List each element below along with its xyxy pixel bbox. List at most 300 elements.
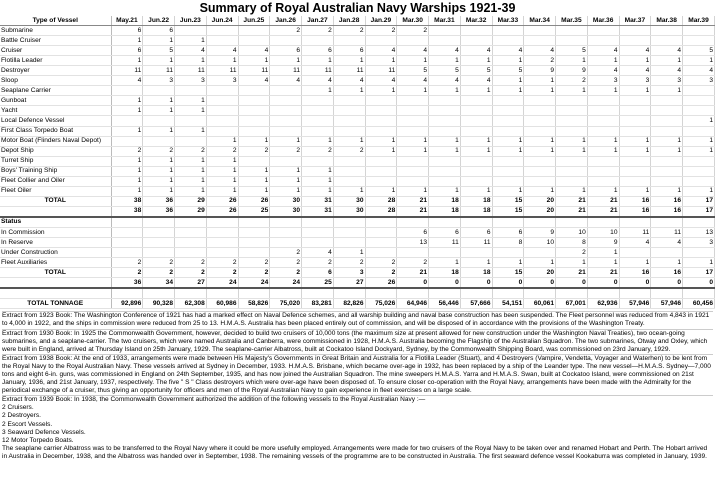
table-row — [0, 176, 715, 186]
table-cell: 4 — [270, 76, 302, 86]
table-cell — [302, 126, 334, 136]
table-cell: 2 — [111, 268, 143, 278]
table-cell: 1 — [683, 116, 715, 126]
table-cell: 4 — [651, 66, 683, 76]
table-cell: 1 — [556, 136, 588, 146]
table-cell: 11 — [460, 238, 492, 248]
table-cell — [238, 36, 270, 46]
table-cell: 4 — [683, 66, 715, 76]
table-cell: 4 — [365, 76, 397, 86]
table-cell: 4 — [238, 46, 270, 56]
table-cell: 5 — [492, 66, 524, 76]
column-header: Mar.34 — [524, 16, 556, 26]
table-cell — [397, 248, 429, 258]
table-cell: 1 — [492, 56, 524, 66]
table-cell: 64,946 — [397, 299, 429, 309]
table-cell: 1 — [619, 146, 651, 156]
table-cell: 1 — [270, 186, 302, 196]
table-cell: 1 — [460, 146, 492, 156]
table-row — [0, 66, 715, 76]
table-cell — [365, 36, 397, 46]
table-cell: 36 — [111, 278, 143, 289]
table-cell: 21 — [556, 268, 588, 278]
row-label: Boys' Training Ship — [0, 166, 111, 176]
table-cell: 1 — [492, 146, 524, 156]
table-cell: 2 — [270, 248, 302, 258]
table-cell — [460, 156, 492, 166]
table-cell — [587, 176, 619, 186]
table-cell: 62,308 — [175, 299, 207, 309]
spacer-row — [0, 288, 715, 299]
table-cell: 1 — [333, 248, 365, 258]
table-cell: 1 — [238, 56, 270, 66]
table-cell — [302, 106, 334, 116]
table-cell: 1 — [683, 258, 715, 268]
table-cell: 5 — [683, 46, 715, 56]
table-cell — [206, 217, 238, 228]
status-total-row — [0, 268, 715, 278]
table-cell: 1 — [556, 186, 588, 196]
table-cell — [365, 156, 397, 166]
table-cell: 17 — [683, 206, 715, 217]
table-cell: 92,896 — [111, 299, 143, 309]
table-cell: 3 — [143, 76, 175, 86]
table-cell: 6 — [333, 46, 365, 56]
table-cell: 2 — [365, 258, 397, 268]
table-cell — [238, 86, 270, 96]
table-cell: 1 — [111, 166, 143, 176]
table-cell: 60,061 — [524, 299, 556, 309]
table-cell: 1 — [143, 96, 175, 106]
table-cell — [302, 116, 334, 126]
table-cell: 2 — [302, 146, 334, 156]
row-label: Flotilla Leader — [0, 56, 111, 66]
table-cell: 11 — [238, 66, 270, 76]
column-header: Mar.33 — [492, 16, 524, 26]
table-cell: 4 — [397, 46, 429, 56]
row-label: Status — [0, 217, 111, 228]
table-cell — [651, 26, 683, 36]
row-label: Motor Boat (Flinders Naval Depot) — [0, 136, 111, 146]
column-header: Jan.28 — [333, 16, 365, 26]
table-cell — [619, 288, 651, 299]
table-cell: 1 — [175, 176, 207, 186]
table-cell — [365, 116, 397, 126]
row-label — [0, 278, 111, 289]
table-cell: 2 — [238, 268, 270, 278]
table-cell: 0 — [524, 278, 556, 289]
table-cell: 1 — [175, 36, 207, 46]
table-cell — [683, 106, 715, 116]
table-cell: 1 — [111, 156, 143, 166]
table-cell: 1 — [619, 86, 651, 96]
table-cell — [238, 26, 270, 36]
row-label: TOTAL TONNAGE — [0, 299, 111, 309]
table-cell: 57,946 — [651, 299, 683, 309]
table-cell: 4 — [651, 46, 683, 56]
table-cell: 34 — [143, 278, 175, 289]
table-cell — [270, 288, 302, 299]
table-cell: 1 — [460, 86, 492, 96]
table-cell: 1 — [143, 56, 175, 66]
table-cell — [206, 96, 238, 106]
table-cell — [524, 96, 556, 106]
table-cell: 1 — [429, 56, 461, 66]
total-row-secondary — [0, 206, 715, 217]
table-cell: 1 — [175, 126, 207, 136]
table-cell — [492, 96, 524, 106]
table-row — [0, 36, 715, 46]
row-label: Seaplane Carrier — [0, 86, 111, 96]
table-cell — [524, 116, 556, 126]
table-cell: 0 — [651, 278, 683, 289]
table-cell: 3 — [587, 76, 619, 86]
table-cell: 3 — [683, 238, 715, 248]
table-cell — [619, 26, 651, 36]
table-cell: 1 — [302, 56, 334, 66]
table-cell — [651, 176, 683, 186]
table-cell: 4 — [302, 76, 334, 86]
row-label: Cruiser — [0, 46, 111, 56]
table-cell: 30 — [333, 206, 365, 217]
table-cell: 2 — [238, 258, 270, 268]
total-row — [0, 196, 715, 206]
table-cell: 1 — [111, 106, 143, 116]
table-cell: 4 — [333, 76, 365, 86]
table-cell — [556, 166, 588, 176]
table-cell — [238, 248, 270, 258]
table-cell — [111, 248, 143, 258]
table-cell — [111, 116, 143, 126]
table-cell — [492, 126, 524, 136]
table-cell: 4 — [175, 46, 207, 56]
table-cell — [492, 36, 524, 46]
table-cell — [460, 36, 492, 46]
table-cell — [683, 96, 715, 106]
table-cell: 1 — [206, 176, 238, 186]
table-cell: 1 — [175, 106, 207, 116]
table-cell: 1 — [333, 136, 365, 146]
row-label: TOTAL — [0, 268, 111, 278]
table-cell — [524, 288, 556, 299]
table-cell: 2 — [556, 248, 588, 258]
table-cell: 4 — [397, 76, 429, 86]
table-cell — [397, 36, 429, 46]
table-cell — [206, 106, 238, 116]
table-cell: 0 — [556, 278, 588, 289]
table-cell: 1 — [175, 96, 207, 106]
table-cell — [524, 126, 556, 136]
table-cell: 62,936 — [587, 299, 619, 309]
table-cell: 5 — [460, 66, 492, 76]
table-cell: 1 — [397, 136, 429, 146]
table-cell: 58,826 — [238, 299, 270, 309]
table-cell — [619, 176, 651, 186]
table-cell: 9 — [524, 66, 556, 76]
table-cell — [175, 227, 207, 237]
table-row — [0, 186, 715, 196]
table-cell: 5 — [429, 66, 461, 76]
row-label: TOTAL — [0, 196, 111, 206]
table-cell: 2 — [302, 258, 334, 268]
table-cell: 1 — [175, 56, 207, 66]
table-cell — [587, 96, 619, 106]
column-header: Jun.24 — [206, 16, 238, 26]
table-cell: 1 — [143, 186, 175, 196]
column-header: Jan.29 — [365, 16, 397, 26]
row-label: Sloop — [0, 76, 111, 86]
table-cell: 15 — [492, 268, 524, 278]
table-cell: 4 — [238, 76, 270, 86]
table-cell: 2 — [206, 146, 238, 156]
table-cell: 10 — [587, 227, 619, 237]
table-cell — [397, 106, 429, 116]
table-cell: 2 — [365, 26, 397, 36]
table-cell — [556, 106, 588, 116]
table-cell: 1 — [492, 86, 524, 96]
table-cell — [333, 106, 365, 116]
table-cell: 2 — [175, 146, 207, 156]
table-cell: 11 — [302, 66, 334, 76]
table-cell — [365, 248, 397, 258]
table-cell: 2 — [270, 26, 302, 36]
table-cell — [302, 36, 334, 46]
table-cell: 1 — [651, 136, 683, 146]
table-cell: 1 — [365, 56, 397, 66]
table-cell: 1 — [238, 166, 270, 176]
table-cell: 38 — [111, 206, 143, 217]
table-cell: 57,666 — [460, 299, 492, 309]
table-cell: 30 — [270, 196, 302, 206]
table-cell: 1 — [587, 86, 619, 96]
table-cell — [683, 288, 715, 299]
table-cell — [270, 156, 302, 166]
table-row — [0, 166, 715, 176]
table-cell: 38 — [111, 196, 143, 206]
table-cell — [556, 217, 588, 228]
table-cell: 82,826 — [333, 299, 365, 309]
table-cell — [206, 238, 238, 248]
table-cell — [206, 36, 238, 46]
table-cell: 1 — [302, 186, 334, 196]
table-cell: 1 — [111, 176, 143, 186]
column-header: Mar.38 — [651, 16, 683, 26]
table-row — [0, 96, 715, 106]
table-cell: 27 — [333, 278, 365, 289]
table-row — [0, 106, 715, 116]
table-cell — [460, 288, 492, 299]
table-cell: 1 — [333, 86, 365, 96]
table-cell — [429, 36, 461, 46]
table-cell — [683, 156, 715, 166]
table-cell — [365, 176, 397, 186]
table-cell — [333, 217, 365, 228]
table-cell — [302, 227, 334, 237]
list-item: 3 Seaward Defence Vessels. — [2, 428, 86, 436]
table-cell: 1 — [651, 86, 683, 96]
table-cell — [429, 217, 461, 228]
table-cell — [175, 136, 207, 146]
table-cell — [460, 116, 492, 126]
table-cell: 57,946 — [619, 299, 651, 309]
table-cell — [270, 217, 302, 228]
column-header: Mar.36 — [587, 16, 619, 26]
table-cell — [397, 217, 429, 228]
table-cell: 1 — [206, 136, 238, 146]
table-cell — [651, 106, 683, 116]
table-cell — [333, 227, 365, 237]
table-cell — [397, 116, 429, 126]
table-cell: 1 — [524, 146, 556, 156]
table-cell: 1 — [175, 166, 207, 176]
table-cell: 1 — [270, 56, 302, 66]
table-cell: 1 — [492, 186, 524, 196]
table-cell — [492, 116, 524, 126]
table-cell: 17 — [683, 196, 715, 206]
table-cell: 3 — [175, 76, 207, 86]
table-cell: 2 — [302, 26, 334, 36]
table-cell: 0 — [460, 278, 492, 289]
table-cell: 2 — [111, 258, 143, 268]
table-cell: 5 — [143, 46, 175, 56]
table-cell: 1 — [429, 136, 461, 146]
table-cell — [111, 217, 143, 228]
table-cell: 21 — [397, 196, 429, 206]
table-cell — [111, 86, 143, 96]
table-cell — [587, 288, 619, 299]
notes-section — [0, 311, 715, 461]
table-cell: 1 — [587, 258, 619, 268]
row-label: Fleet Oiler — [0, 186, 111, 196]
table-cell — [524, 106, 556, 116]
table-cell — [333, 96, 365, 106]
row-label: Depot Ship — [0, 146, 111, 156]
table-cell: 1 — [238, 136, 270, 146]
table-cell: 1 — [492, 136, 524, 146]
table-cell: 1 — [683, 136, 715, 146]
table-header-row — [0, 16, 715, 26]
table-row — [0, 126, 715, 136]
table-cell: 1 — [556, 258, 588, 268]
table-cell: 6 — [111, 46, 143, 56]
table-cell: 25 — [238, 206, 270, 217]
table-cell: 1 — [143, 36, 175, 46]
table-cell: 1 — [302, 166, 334, 176]
table-cell: 18 — [460, 268, 492, 278]
table-cell: 60,986 — [206, 299, 238, 309]
table-cell — [429, 106, 461, 116]
table-cell — [683, 26, 715, 36]
table-cell: 18 — [429, 206, 461, 217]
table-cell: 2 — [270, 268, 302, 278]
table-cell — [556, 96, 588, 106]
table-cell — [556, 36, 588, 46]
table-cell: 10 — [524, 238, 556, 248]
table-cell — [365, 217, 397, 228]
table-row — [0, 156, 715, 166]
table-row — [0, 238, 715, 248]
table-cell — [143, 136, 175, 146]
table-cell — [587, 36, 619, 46]
table-cell — [619, 217, 651, 228]
table-cell: 4 — [429, 76, 461, 86]
table-cell: 1 — [524, 86, 556, 96]
table-cell — [333, 166, 365, 176]
table-cell: 16 — [651, 268, 683, 278]
row-label: In Commission — [0, 227, 111, 237]
table-cell: 67,001 — [556, 299, 588, 309]
table-cell: 18 — [460, 196, 492, 206]
table-cell — [556, 26, 588, 36]
table-cell: 6 — [492, 227, 524, 237]
tonnage-row — [0, 299, 715, 309]
table-cell — [587, 106, 619, 116]
table-cell: 24 — [238, 278, 270, 289]
table-cell: 1 — [333, 186, 365, 196]
table-cell: 11 — [651, 227, 683, 237]
row-label: Fleet Collier and Oiler — [0, 176, 111, 186]
table-cell: 24 — [206, 278, 238, 289]
table-cell: 60,456 — [683, 299, 715, 309]
table-cell: 30 — [270, 206, 302, 217]
table-cell — [302, 156, 334, 166]
table-cell: 1 — [143, 156, 175, 166]
table-cell: 29 — [175, 206, 207, 217]
table-cell: 1 — [270, 166, 302, 176]
row-label — [0, 288, 111, 299]
table-cell — [397, 126, 429, 136]
table-cell — [492, 176, 524, 186]
table-cell: 4 — [460, 46, 492, 56]
table-cell — [460, 106, 492, 116]
table-cell — [429, 116, 461, 126]
table-cell: 1 — [524, 186, 556, 196]
row-label: Local Defence Vessel — [0, 116, 111, 126]
table-cell — [651, 166, 683, 176]
table-cell — [270, 86, 302, 96]
table-cell — [238, 227, 270, 237]
table-cell: 1 — [238, 176, 270, 186]
table-cell: 1 — [333, 56, 365, 66]
table-cell: 28 — [365, 206, 397, 217]
table-cell: 9 — [587, 238, 619, 248]
table-cell: 4 — [111, 76, 143, 86]
table-cell: 1 — [397, 146, 429, 156]
table-cell — [492, 156, 524, 166]
table-cell — [333, 126, 365, 136]
table-cell — [270, 96, 302, 106]
table-cell — [429, 126, 461, 136]
table-cell: 5 — [397, 66, 429, 76]
table-cell: 1 — [619, 186, 651, 196]
table-cell — [238, 288, 270, 299]
table-cell: 2 — [365, 268, 397, 278]
row-label: Fleet Auxiliaries — [0, 258, 111, 268]
table-cell — [556, 288, 588, 299]
table-cell: 11 — [175, 66, 207, 76]
row-label: Turret Ship — [0, 156, 111, 166]
table-cell — [270, 238, 302, 248]
table-cell — [333, 156, 365, 166]
table-cell — [206, 288, 238, 299]
table-cell: 2 — [270, 146, 302, 156]
table-row — [0, 56, 715, 66]
table-cell: 6 — [302, 46, 334, 56]
table-cell — [619, 156, 651, 166]
table-cell: 26 — [365, 278, 397, 289]
table-cell — [556, 126, 588, 136]
table-cell — [619, 166, 651, 176]
